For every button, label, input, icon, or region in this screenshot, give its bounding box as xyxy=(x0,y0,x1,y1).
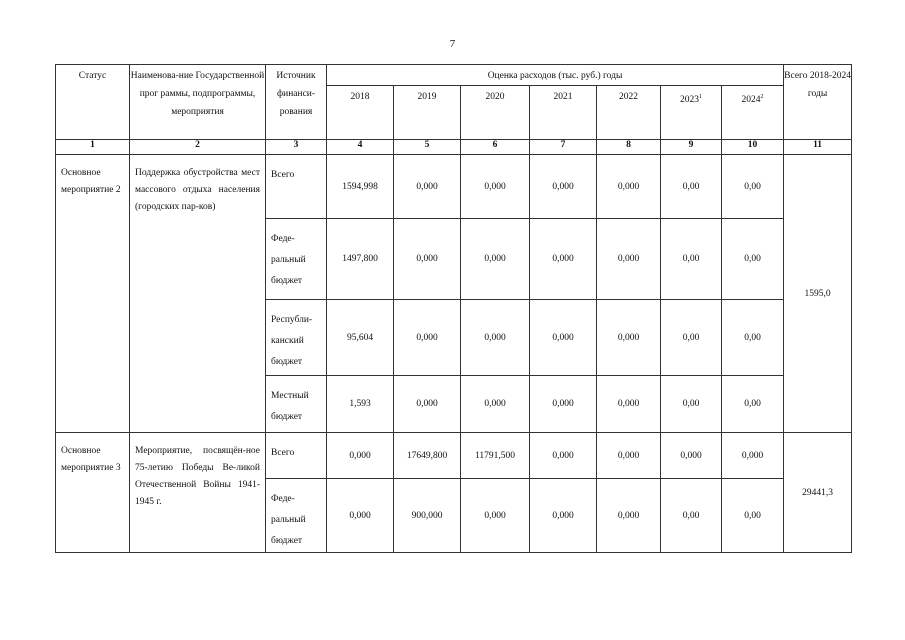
value-cell: 0,000 xyxy=(597,155,661,219)
header-source: Источник финанси-рования xyxy=(266,65,327,140)
header-total: Всего 2018-2024 годы xyxy=(784,65,852,140)
header-year-2024 xyxy=(722,86,784,140)
value-cell: 0,000 xyxy=(461,376,530,433)
col-number: 9 xyxy=(661,140,722,155)
row-source: Всего xyxy=(266,155,327,219)
value-cell: 0,000 xyxy=(530,376,597,433)
value-cell: 0,000 xyxy=(597,376,661,433)
row-status: Основное мероприятие 3 xyxy=(56,433,130,553)
row-total: 29441,3 xyxy=(784,433,852,553)
value-cell: 0,000 xyxy=(394,155,461,219)
header-year-2020 xyxy=(461,86,530,140)
value-cell: 0,00 xyxy=(661,155,722,219)
value-cell: 95,604 xyxy=(327,300,394,376)
row-source: Феде-ральный бюджет xyxy=(266,479,327,553)
value-cell: 0,00 xyxy=(722,376,784,433)
value-cell: 0,000 xyxy=(461,300,530,376)
value-cell: 0,000 xyxy=(461,155,530,219)
year-label: 2018 xyxy=(350,92,370,102)
col-number: 11 xyxy=(784,140,852,155)
col-number: 4 xyxy=(327,140,394,155)
header-year-2023 xyxy=(661,86,722,140)
value-cell: 0,00 xyxy=(722,219,784,300)
row-status: Основное мероприятие 2 xyxy=(56,155,130,433)
value-cell: 0,00 xyxy=(722,155,784,219)
value-cell: 0,000 xyxy=(461,479,530,553)
value-cell: 0,000 xyxy=(327,479,394,553)
value-cell: 0,000 xyxy=(597,479,661,553)
col-number: 1 xyxy=(56,140,130,155)
footnote-mark: 2 xyxy=(760,94,764,100)
year-label: 2022 xyxy=(619,92,638,102)
table-row xyxy=(56,155,852,219)
year-label: 2023 xyxy=(680,95,699,106)
row-source: Местный бюджет xyxy=(266,376,327,433)
value-cell: 0,000 xyxy=(394,300,461,376)
value-cell: 0,00 xyxy=(661,376,722,433)
year-label: 2024 xyxy=(741,95,761,106)
header-row-1 xyxy=(56,65,852,86)
value-cell: 1497,800 xyxy=(327,219,394,300)
value-cell: 0,00 xyxy=(722,479,784,553)
row-name: Поддержка обустройства мест массового отдыха населения (городских пар-ков) xyxy=(130,155,266,433)
table-row xyxy=(56,433,852,479)
row-total: 1595,0 xyxy=(784,155,852,433)
col-number: 7 xyxy=(530,140,597,155)
row-source: Всего xyxy=(266,433,327,479)
value-cell: 0,000 xyxy=(327,433,394,479)
value-cell: 1594,998 xyxy=(327,155,394,219)
year-label: 2020 xyxy=(485,92,505,102)
value-cell: 0,000 xyxy=(461,219,530,300)
value-cell: 0,000 xyxy=(530,155,597,219)
value-cell: 0,00 xyxy=(661,219,722,300)
value-cell: 0,00 xyxy=(661,479,722,553)
value-cell: 0,000 xyxy=(394,219,461,300)
row-name: Мероприятие, посвящён-ное 75-летию Победы Ве-ликой Отечественной Войны 1941-1945 г. xyxy=(130,433,266,553)
header-status: Статус xyxy=(56,65,130,140)
header-year-2021 xyxy=(530,86,597,140)
value-cell: 0,000 xyxy=(530,479,597,553)
header-year-2018 xyxy=(327,86,394,140)
header-estimate: Оценка расходов (тыс. руб.) годы xyxy=(327,65,784,86)
value-cell: 900,000 xyxy=(394,479,461,553)
value-cell: 0,000 xyxy=(597,219,661,300)
value-cell: 17649,800 xyxy=(394,433,461,479)
col-number: 2 xyxy=(130,140,266,155)
value-cell: 11791,500 xyxy=(461,433,530,479)
budget-table xyxy=(55,64,852,553)
page-number: 7 xyxy=(449,38,456,50)
value-cell: 0,000 xyxy=(530,433,597,479)
col-number: 5 xyxy=(394,140,461,155)
value-cell: 0,000 xyxy=(722,433,784,479)
value-cell: 0,000 xyxy=(597,300,661,376)
value-cell: 0,000 xyxy=(661,433,722,479)
header-name: Наименова-ние Государственной прог раммы, подпрограммы, мероприятия xyxy=(130,65,266,140)
col-number: 8 xyxy=(597,140,661,155)
value-cell: 0,000 xyxy=(530,300,597,376)
row-source: Республи-канский бюджет xyxy=(266,300,327,376)
value-cell: 1,593 xyxy=(327,376,394,433)
year-label: 2019 xyxy=(417,92,437,102)
footnote-mark: 1 xyxy=(699,94,702,100)
value-cell: 0,000 xyxy=(597,433,661,479)
value-cell: 0,000 xyxy=(394,376,461,433)
value-cell: 0,000 xyxy=(530,219,597,300)
value-cell: 0,00 xyxy=(661,300,722,376)
year-label: 2021 xyxy=(553,92,573,102)
col-number: 3 xyxy=(266,140,327,155)
value-cell: 0,00 xyxy=(722,300,784,376)
header-year-2022 xyxy=(597,86,661,140)
column-number-row xyxy=(56,140,852,155)
col-number: 6 xyxy=(461,140,530,155)
header-year-2019 xyxy=(394,86,461,140)
row-source: Феде-ральный бюджет xyxy=(266,219,327,300)
col-number: 10 xyxy=(722,140,784,155)
